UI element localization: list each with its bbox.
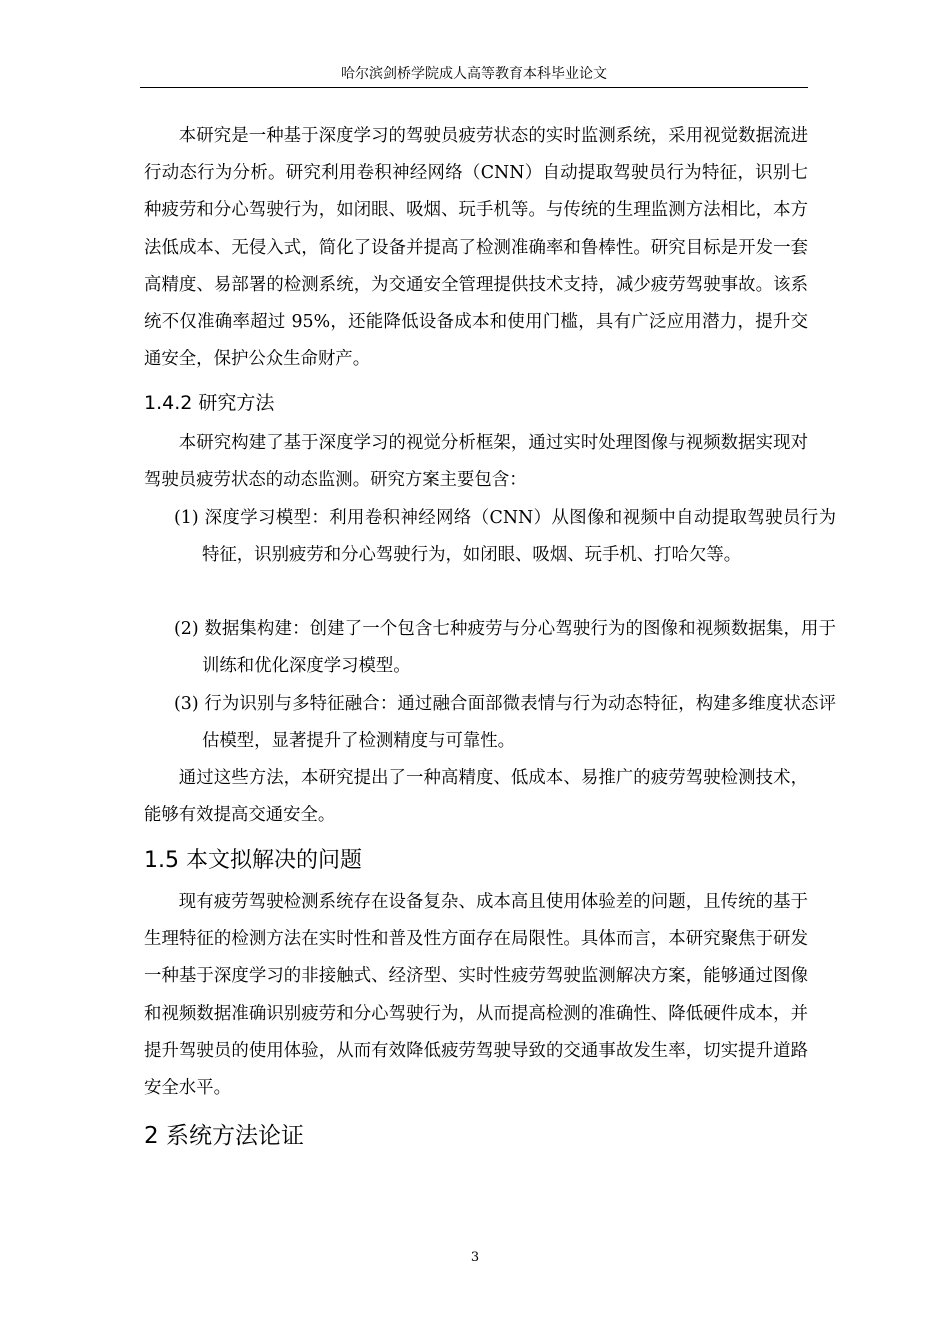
method-list-item-1: (1) 深度学习模型：利用卷积神经网络（CNN）从图像和视频中自动提取驾驶员行为特征，识别疲劳和分心驾驶行为，如闭眼、吸烟、玩手机、打哈欠等。 [174,508,836,566]
method-list-item-3: (3) 行为识别与多特征融合：通过融合面部微表情与行为动态特征，构建多维度状态评估模型，显著提升了检测精度与可靠性。 [174,694,836,752]
chapter-heading-2: 2 系统方法论证 [144,1123,304,1149]
page-number: 3 [470,1250,480,1265]
methods-paragraph: 本研究构建了基于深度学习的视觉分析框架，通过实时处理图像与视频数据实现对驾驶员疲劳状态的动态监测。研究方案主要包含： [144,433,808,491]
header-rule [140,87,808,88]
section-heading-1-4-2: 1.4.2 研究方法 [144,392,275,414]
method-list-item-2: (2) 数据集构建：创建了一个包含七种疲劳与分心驾驶行为的图像和视频数据集，用于训练和优化深度学习模型。 [174,619,836,677]
intro-paragraph: 本研究是一种基于深度学习的驾驶员疲劳状态的实时监测系统，采用视觉数据流进行动态行为分析。研究利用卷积神经网络（CNN）自动提取驾驶员行为特征，识别七种疲劳和分心驾驶行为，如闭眼、吸烟、玩手机等。与传统的生理监测方法相比，本方法低成本、无侵入式，简化了设备并提高了检测准确率和鲁棒性。研究目标是开发一套高精度、易部署的检测系统，为交通安全管理提供技术支持，减少疲劳驾驶事故。该系统不仅准确率超过 95%，还能降低设备成本和使用门槛，具有广泛应用潜力，提升交通安全，保护公众生命财产。 [144,126,808,370]
problem-paragraph: 现有疲劳驾驶检测系统存在设备复杂、成本高且使用体验差的问题，且传统的基于生理特征的检测方法在实时性和普及性方面存在局限性。具体而言，本研究聚焦于研发一种基于深度学习的非接触式、经济型、实时性疲劳驾驶监测解决方案，能够通过图像和视频数据准确识别疲劳和分心驾驶行为，从而提高检测的准确性、降低硬件成本，并提升驾驶员的使用体验，从而有效降低疲劳驾驶导致的交通事故发生率，切实提升道路安全水平。 [144,892,808,1099]
section-heading-1-5: 1.5 本文拟解决的问题 [144,848,362,873]
methods-conclusion: 通过这些方法，本研究提出了一种高精度、低成本、易推广的疲劳驾驶检测技术，能够有效提高交通安全。 [144,768,808,826]
running-header: 哈尔滨剑桥学院成人高等教育本科毕业论文 [341,66,607,82]
